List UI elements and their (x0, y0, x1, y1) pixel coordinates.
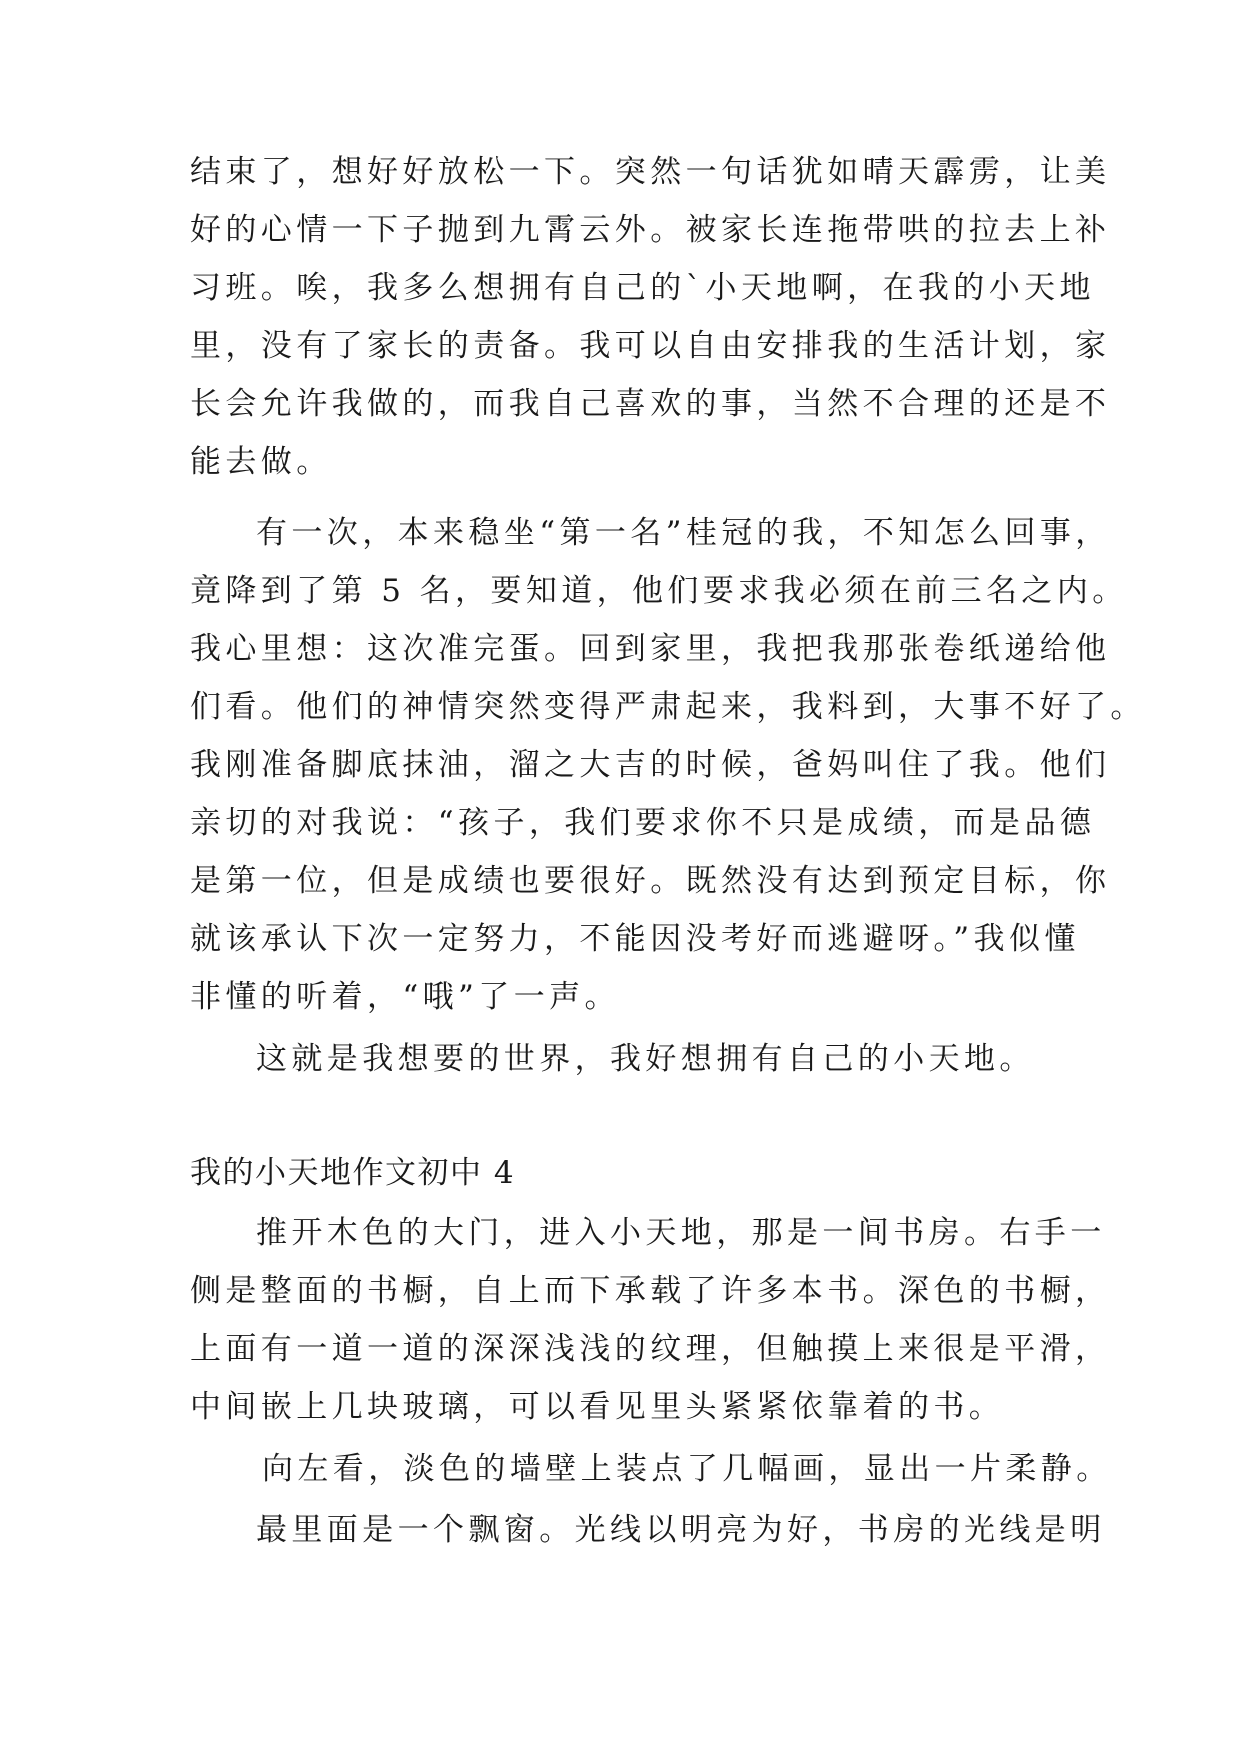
paragraph-line: 长会允许我做的，而我自己喜欢的事，当然不合理的还是不 (190, 386, 1111, 422)
paragraph-line: 这就是我想要的世界，我好想拥有自己的小天地。 (256, 1041, 1035, 1077)
paragraph-line: 我心里想：这次准完蛋。回到家里，我把我那张卷纸递给他 (190, 631, 1111, 667)
paragraph-line: 习班。唉，我多么想拥有自己的`小天地啊，在我的小天地 (190, 270, 1095, 306)
paragraph-line: 里，没有了家长的责备。我可以自由安排我的生活计划，家 (190, 328, 1111, 364)
paragraph-line: 好的心情一下子抛到九霄云外。被家长连拖带哄的拉去上补 (190, 212, 1111, 248)
paragraph-line: 们看。他们的神情突然变得严肃起来，我料到，大事不好了。 (190, 689, 1146, 725)
paragraph-line: 能去做。 (190, 444, 332, 480)
section-heading: 我的小天地作文初中 4 (190, 1155, 516, 1191)
paragraph-line: 推开木色的大门，进入小天地，那是一间书房。右手一 (256, 1215, 1106, 1251)
paragraph-line: 有一次，本来稳坐“第一名”桂冠的我，不知怎么回事， (256, 515, 1111, 551)
paragraph-line: 竟降到了第 5 名，要知道，他们要求我必须在前三名之内。 (190, 573, 1128, 609)
paragraph-line: 最里面是一个飘窗。光线以明亮为好，书房的光线是明 (256, 1512, 1106, 1548)
paragraph-line: 我刚准备脚底抹油，溜之大吉的时候，爸妈叫住了我。他们 (190, 747, 1111, 783)
paragraph-line: 上面有一道一道的深深浅浅的纹理，但触摸上来很是平滑， (190, 1331, 1111, 1367)
paragraph-line: 是第一位，但是成绩也要很好。既然没有达到预定目标，你 (190, 863, 1111, 899)
paragraph-line: 侧是整面的书橱，自上而下承载了许多本书。深色的书橱， (190, 1273, 1111, 1309)
paragraph-line: 就该承认下次一定努力，不能因没考好而逃避呀。”我似懂 (190, 921, 1080, 957)
paragraph-line: 中间嵌上几块玻璃，可以看见里头紧紧依靠着的书。 (190, 1389, 1005, 1425)
paragraph-line: 结束了，想好好放松一下。突然一句话犹如晴天霹雳，让美 (190, 154, 1111, 190)
paragraph-line: 亲切的对我说：“孩子，我们要求你不只是成绩，而是品德 (190, 805, 1096, 841)
paragraph-line: 向左看，淡色的墙壁上装点了几幅画，显出一片柔静。 (262, 1451, 1112, 1487)
paragraph-line: 非懂的听着，“哦”了一声。 (190, 979, 620, 1015)
